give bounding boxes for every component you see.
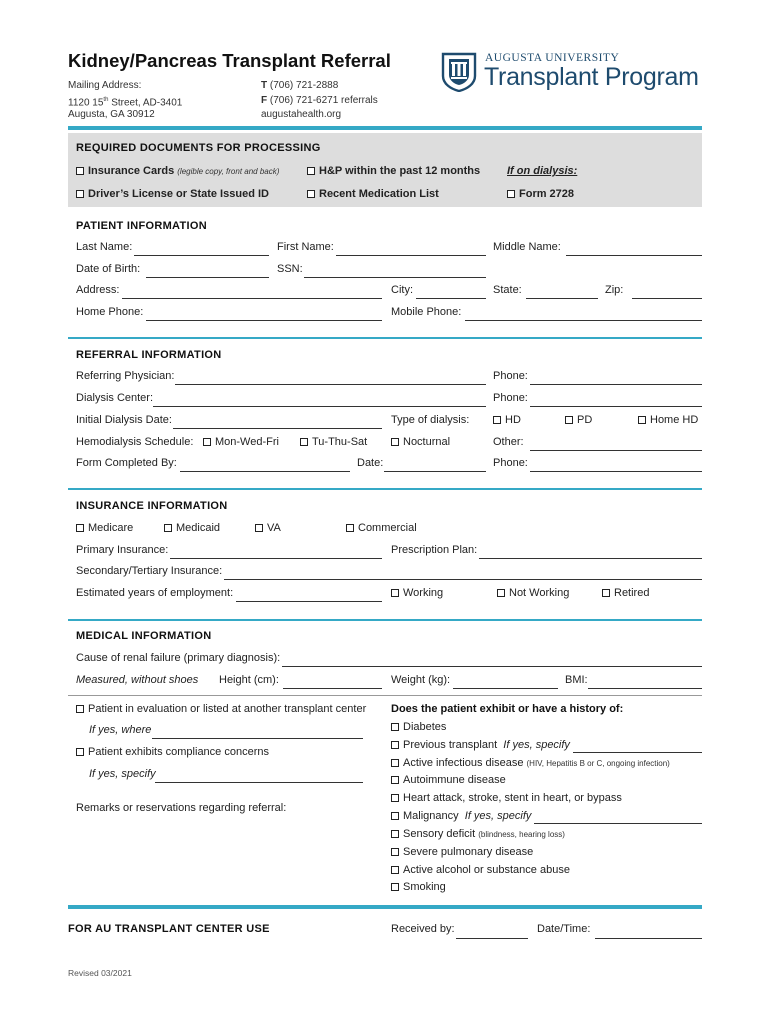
- other-field[interactable]: [530, 450, 702, 451]
- received-by-label: Received by:: [391, 923, 455, 935]
- insurance-cards-checkbox[interactable]: Insurance Cards (legible copy, front and back): [76, 165, 279, 177]
- measured-note: Measured, without shoes: [76, 674, 199, 686]
- pd-checkbox[interactable]: PD: [565, 414, 592, 426]
- dob-field[interactable]: [146, 277, 269, 278]
- smoking-checkbox[interactable]: Smoking: [391, 881, 446, 893]
- primary-insurance-field[interactable]: [170, 558, 382, 559]
- mailing-address-line1: 1120 15th Street, AD-3401: [68, 97, 183, 109]
- weight-field[interactable]: [453, 688, 558, 689]
- logo-program: Transplant Program: [484, 63, 699, 91]
- physician-phone-label: Phone:: [493, 370, 528, 382]
- required-docs-heading: REQUIRED DOCUMENTS FOR PROCESSING: [76, 142, 321, 154]
- header-divider: [68, 126, 702, 130]
- malignancy-field[interactable]: [534, 823, 702, 824]
- center-use-heading: FOR AU TRANSPLANT CENTER USE: [68, 923, 270, 935]
- mobile-phone-label: Mobile Phone:: [391, 306, 462, 318]
- center-phone-field[interactable]: [530, 406, 702, 407]
- height-field[interactable]: [283, 688, 382, 689]
- hd-checkbox[interactable]: HD: [493, 414, 521, 426]
- retired-checkbox[interactable]: Retired: [602, 587, 649, 599]
- zip-field[interactable]: [632, 298, 702, 299]
- augusta-shield-icon: [441, 52, 477, 92]
- initial-dialysis-date-label: Initial Dialysis Date:: [76, 414, 172, 426]
- prescription-plan-label: Prescription Plan:: [391, 544, 478, 556]
- center-phone-label: Phone:: [493, 392, 528, 404]
- city-field[interactable]: [416, 298, 486, 299]
- contact-phone: T (706) 721-2888: [261, 80, 339, 91]
- footer-divider: [68, 905, 702, 909]
- form-title: Kidney/Pancreas Transplant Referral: [68, 50, 391, 71]
- remarks-label: Remarks or reservations regarding referral:: [76, 802, 287, 814]
- dialysis-center-label: Dialysis Center:: [76, 392, 154, 404]
- home-phone-label: Home Phone:: [76, 306, 144, 318]
- completed-phone-field[interactable]: [530, 471, 702, 472]
- completed-date-label: Date:: [357, 457, 384, 469]
- section-divider: [68, 488, 702, 490]
- other-label: Other:: [493, 436, 524, 448]
- bmi-field[interactable]: [588, 688, 702, 689]
- first-name-label: First Name:: [277, 241, 334, 253]
- not-working-checkbox[interactable]: Not Working: [497, 587, 569, 599]
- middle-name-field[interactable]: [566, 255, 702, 256]
- sensory-checkbox[interactable]: Sensory deficit (blindness, hearing loss): [391, 828, 565, 840]
- mailing-address-label: Mailing Address:: [68, 80, 142, 91]
- if-yes-where-label: If yes, where: [89, 724, 152, 736]
- height-label: Height (cm):: [219, 674, 279, 686]
- drivers-license-checkbox[interactable]: Driver’s License or State Issued ID: [76, 188, 269, 200]
- medical-divider: [68, 695, 702, 696]
- dob-label: Date of Birth:: [76, 263, 141, 275]
- home-hd-checkbox[interactable]: Home HD: [638, 414, 698, 426]
- medicaid-checkbox[interactable]: Medicaid: [164, 522, 220, 534]
- secondary-insurance-label: Secondary/Tertiary Insurance:: [76, 565, 223, 577]
- history-heading: Does the patient exhibit or have a history of:: [391, 703, 624, 715]
- completed-phone-label: Phone:: [493, 457, 528, 469]
- bmi-label: BMI:: [565, 674, 588, 686]
- diabetes-checkbox[interactable]: Diabetes: [391, 721, 446, 733]
- physician-phone-field[interactable]: [530, 384, 702, 385]
- ssn-label: SSN:: [277, 263, 303, 275]
- mailing-address-line2: Augusta, GA 30912: [68, 109, 155, 120]
- revised-date: Revised 03/2021: [68, 968, 132, 978]
- commercial-checkbox[interactable]: Commercial: [346, 522, 417, 534]
- state-field[interactable]: [526, 298, 598, 299]
- compliance-specify-label: If yes, specify: [89, 768, 156, 780]
- referring-physician-field[interactable]: [175, 384, 486, 385]
- alcohol-checkbox[interactable]: Active alcohol or substance abuse: [391, 864, 570, 876]
- infectious-disease-checkbox[interactable]: Active infectious disease (HIV, Hepatitis B or C, ongoing infection): [391, 757, 670, 769]
- malignancy-checkbox[interactable]: Malignancy If yes, specify: [391, 810, 531, 822]
- form-2728-checkbox[interactable]: Form 2728: [507, 188, 574, 200]
- received-by-field[interactable]: [456, 938, 528, 939]
- date-time-field[interactable]: [595, 938, 702, 939]
- ssn-field[interactable]: [304, 277, 486, 278]
- tu-thu-sat-checkbox[interactable]: Tu-Thu-Sat: [300, 436, 367, 448]
- logo-university: AUGUSTA UNIVERSITY: [485, 52, 620, 64]
- section-divider: [68, 619, 702, 621]
- medical-info-heading: MEDICAL INFORMATION: [76, 630, 212, 642]
- city-label: City:: [391, 284, 413, 296]
- medication-list-checkbox[interactable]: Recent Medication List: [307, 188, 439, 200]
- compliance-checkbox[interactable]: Patient exhibits compliance concerns: [76, 746, 269, 758]
- primary-insurance-label: Primary Insurance:: [76, 544, 169, 556]
- insurance-info-heading: INSURANCE INFORMATION: [76, 500, 228, 512]
- contact-fax: F (706) 721-6271 referrals: [261, 95, 378, 106]
- form-completed-by-label: Form Completed By:: [76, 457, 177, 469]
- mon-wed-fri-checkbox[interactable]: Mon-Wed-Fri: [203, 436, 279, 448]
- secondary-insurance-field[interactable]: [224, 579, 702, 580]
- completed-date-field[interactable]: [384, 471, 486, 472]
- medicare-checkbox[interactable]: Medicare: [76, 522, 133, 534]
- initial-dialysis-date-field[interactable]: [173, 428, 382, 429]
- va-checkbox[interactable]: VA: [255, 522, 281, 534]
- last-name-label: Last Name:: [76, 241, 133, 253]
- employment-years-field[interactable]: [236, 601, 382, 602]
- previous-transplant-checkbox[interactable]: Previous transplant If yes, specify: [391, 739, 570, 751]
- if-on-dialysis-label: If on dialysis:: [507, 165, 578, 177]
- dialysis-type-label: Type of dialysis:: [391, 414, 470, 426]
- employment-years-label: Estimated years of employment:: [76, 587, 234, 599]
- renal-failure-cause-field[interactable]: [282, 666, 702, 667]
- referral-info-heading: REFERRAL INFORMATION: [76, 349, 222, 361]
- renal-failure-cause-label: Cause of renal failure (primary diagnosis):: [76, 652, 281, 664]
- contact-website[interactable]: augustahealth.org: [261, 109, 342, 120]
- prescription-plan-field[interactable]: [479, 558, 702, 559]
- patient-info-heading: PATIENT INFORMATION: [76, 220, 207, 232]
- dialysis-center-field[interactable]: [153, 406, 486, 407]
- autoimmune-checkbox[interactable]: Autoimmune disease: [391, 774, 506, 786]
- working-checkbox[interactable]: Working: [391, 587, 443, 599]
- compliance-specify-field[interactable]: [155, 782, 363, 783]
- referring-physician-label: Referring Physician:: [76, 370, 175, 382]
- if-yes-where-field[interactable]: [152, 738, 363, 739]
- hp-checkbox[interactable]: H&P within the past 12 months: [307, 165, 480, 177]
- state-label: State:: [493, 284, 522, 296]
- weight-label: Weight (kg):: [391, 674, 451, 686]
- address-field[interactable]: [122, 298, 382, 299]
- eval-listed-checkbox[interactable]: Patient in evaluation or listed at another transplant center: [76, 703, 366, 715]
- hemodialysis-schedule-label: Hemodialysis Schedule:: [76, 436, 194, 448]
- nocturnal-checkbox[interactable]: Nocturnal: [391, 436, 450, 448]
- section-divider: [68, 337, 702, 339]
- middle-name-label: Middle Name:: [493, 241, 561, 253]
- mobile-phone-field[interactable]: [465, 320, 702, 321]
- heart-checkbox[interactable]: Heart attack, stroke, stent in heart, or bypass: [391, 792, 622, 804]
- home-phone-field[interactable]: [146, 320, 382, 321]
- pulmonary-checkbox[interactable]: Severe pulmonary disease: [391, 846, 533, 858]
- previous-transplant-field[interactable]: [573, 752, 702, 753]
- date-time-label: Date/Time:: [537, 923, 591, 935]
- address-label: Address:: [76, 284, 120, 296]
- form-completed-by-field[interactable]: [180, 471, 350, 472]
- first-name-field[interactable]: [336, 255, 486, 256]
- last-name-field[interactable]: [134, 255, 269, 256]
- zip-label: Zip:: [605, 284, 624, 296]
